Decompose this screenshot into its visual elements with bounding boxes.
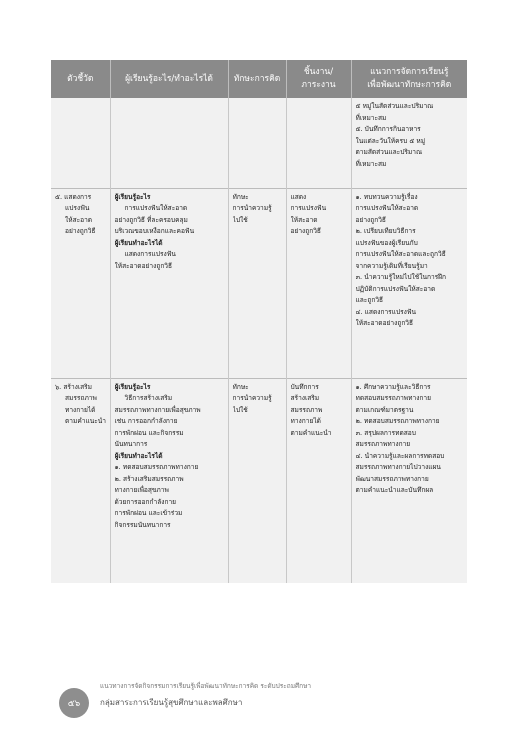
header-thinking-skill: ทักษะการคิด — [228, 60, 286, 98]
header-approach-line1: แนวการจัดการเรียนรู้ — [370, 67, 449, 77]
footer-book-title: แนวทางการจัดกิจกรรมการเรียนรู้เพื่อพัฒนาทักษะการคิด ระดับประถมศึกษา — [100, 682, 311, 690]
row2-learning-line: สมรรถภาพทางกายเพื่อสุขภาพ — [114, 405, 201, 414]
row1-approach-line: การแปรงฟันให้สะอาด — [355, 204, 419, 212]
table-row — [51, 98, 467, 188]
row0-approach-line: ที่เหมาะสม — [355, 113, 387, 122]
row1-learning-line: การแปรงฟันให้สะอาด — [124, 204, 188, 212]
row1-indicator-line: อย่างถูกวิธี — [65, 227, 96, 235]
row1-approach — [351, 188, 467, 378]
row2-doing-line: กิจกรรมนันทนาการ — [114, 520, 171, 529]
row2-task — [286, 378, 351, 583]
row1-learning-heading: ผู้เรียนรู้อะไร — [114, 192, 151, 201]
row0-approach — [351, 98, 467, 188]
row2-approach-line: ๒. ทดสอบสมรรถภาพทางกาย — [355, 417, 440, 425]
footer-subject: กลุ่มสาระการเรียนรู้สุขศึกษาและพลศึกษา — [100, 698, 243, 707]
row0-task — [286, 98, 351, 188]
row2-doing-line: ๒. สร้างเสริมสมรรถภาพ — [114, 474, 184, 483]
row2-learning-line: การพักผ่อน และกิจกรรม — [114, 428, 184, 437]
row0-thinking-skill — [228, 98, 286, 188]
row0-indicator — [51, 98, 110, 188]
row2-learning — [110, 378, 228, 583]
row2-approach-line: ตามเกณฑ์มาตรฐาน — [355, 405, 414, 414]
row2-skill-line: ไปใช้ — [232, 405, 248, 414]
header-task — [286, 60, 351, 98]
header-approach-line2: เพื่อพัฒนาทักษะการคิด — [367, 80, 452, 90]
row1-task-line: อย่างถูกวิธี — [290, 227, 321, 235]
row1-approach-line: ๔. แสดงการแปรงฟัน — [355, 307, 417, 316]
row2-approach-line: สมรรถภาพทางกายไปวางแผน — [355, 463, 441, 471]
row1-skill-line: ไปใช้ — [232, 215, 248, 224]
page-number-badge — [59, 688, 89, 718]
row1-doing-line: แสดงการแปรงฟัน — [124, 250, 176, 258]
table-header-row — [51, 60, 467, 98]
row2-indicator — [51, 378, 110, 583]
row2-doing-line: ๑. ทดสอบสมรรถภาพทางกาย — [114, 463, 199, 471]
row2-skill-line: ทักษะ — [232, 382, 249, 391]
row2-learning-heading: ผู้เรียนรู้อะไร — [114, 382, 151, 391]
row1-task-line: การแปรงฟัน — [290, 204, 327, 212]
row1-approach-line: ๑. ทบทวนความรู้เรื่อง — [355, 192, 418, 201]
row2-doing-heading: ผู้เรียนทำอะไรได้ — [114, 451, 163, 460]
row1-learning-line: อย่างถูกวิธี ที่ละครอบคลุม — [114, 215, 188, 224]
row1-approach-line: และถูกวิธี — [355, 296, 384, 304]
row1-approach-line: ๓. นำความรู้ใหม่ไปใช้ในการฝึก — [355, 273, 447, 281]
table-row — [51, 188, 467, 378]
row1-thinking-skill — [228, 188, 286, 378]
row2-indicator-line: ทางกายได้ — [65, 405, 96, 414]
row0-approach-line: ๕. บันทึกการกินอาหาร — [355, 125, 421, 133]
header-approach — [351, 60, 467, 98]
row1-approach-line: จากความรู้เดิมที่เรียนรู้มา — [355, 261, 428, 270]
row2-doing-line: ด้วยการออกกำลังกาย — [114, 497, 177, 506]
header-indicator: ตัวชี้วัด — [51, 60, 110, 98]
curriculum-table-container — [51, 60, 467, 583]
row1-task-line: แสดง — [290, 192, 307, 201]
row2-approach-line: ๔. นำความรู้และผลการทดสอบ — [355, 451, 445, 460]
row1-skill-line: การนำความรู้ — [232, 204, 272, 212]
row0-approach-line: ตามสัดส่วนและปริมาณ — [355, 148, 423, 156]
row0-approach-line: ในแต่ละวันให้ครบ ๕ หมู่ — [355, 136, 426, 145]
row2-task-line: บันทึกการ — [290, 382, 319, 391]
row1-indicator-line: แปรงฟัน — [65, 204, 90, 212]
row1-indicator-line: ให้สะอาด — [65, 215, 93, 224]
row1-indicator-line: ๕. แสดงการ — [55, 192, 92, 201]
row2-task-line: ตามคำแนะนำ — [290, 428, 332, 437]
row2-indicator-line: ตามคำแนะนำ — [65, 417, 106, 425]
header-learning: ผู้เรียนรู้อะไร/ทำอะไรได้ — [110, 60, 228, 98]
row2-indicator-line: สมรรถภาพ — [65, 394, 97, 402]
row2-learning-line: นันทนาการ — [114, 440, 148, 448]
row2-skill-line: การนำความรู้ — [232, 394, 272, 402]
curriculum-table — [51, 60, 467, 583]
row1-approach-line: ปฏิบัติการแปรงฟันให้สะอาด — [355, 284, 436, 293]
row2-task-line: ทางกายได้ — [290, 417, 321, 425]
row2-approach-line: ตามคำแนะนำและบันทึกผล — [355, 486, 434, 494]
row1-approach-line: การแปรงฟันให้สะอาดและถูกวิธี — [355, 250, 446, 258]
row2-approach-line: ๓. สรุปผลการทดสอบ — [355, 428, 416, 437]
row1-doing-line: ให้สะอาดอย่างถูกวิธี — [114, 261, 173, 270]
row2-learning-line: วิธีการสร้างเสริม — [124, 394, 173, 402]
row2-approach-line: พัฒนาสมรรถภาพทางกาย — [355, 474, 429, 483]
row1-approach-line: อย่างถูกวิธี — [355, 215, 386, 224]
row0-approach-line: ๕ หมู่ในสัดส่วนและปริมาณ — [355, 102, 434, 110]
row2-indicator-line: ๖. สร้างเสริม — [55, 382, 93, 391]
row1-approach-line: แปรงฟันของผู้เรียนกับ — [355, 238, 418, 247]
row1-task — [286, 188, 351, 378]
row2-task-line: สมรรถภาพ — [290, 405, 323, 414]
header-task-line1: ชิ้นงาน/ — [303, 67, 334, 77]
row2-approach-line: ทดสอบสมรรถภาพทางกาย — [355, 394, 431, 402]
row2-doing-line: ทางกายเพื่อสุขภาพ — [114, 486, 169, 494]
row1-approach-line: ให้สะอาดอย่างถูกวิธี — [355, 319, 414, 327]
row2-learning-line: เช่น การออกกำลังกาย — [114, 417, 178, 425]
row2-approach — [351, 378, 467, 583]
header-task-line2: ภาระงาน — [301, 80, 336, 90]
row2-thinking-skill — [228, 378, 286, 583]
row0-approach-line: ที่เหมาะสม — [355, 159, 387, 168]
row1-indicator — [51, 188, 110, 378]
row0-learning — [110, 98, 228, 188]
row1-approach-line: ๒. เปรียบเทียบวิธีการ — [355, 227, 416, 235]
row2-approach-line: ๑. ศึกษาความรู้และวิธีการ — [355, 382, 431, 391]
row2-approach-line: สมรรถภาพทางกาย — [355, 440, 411, 448]
row1-doing-heading: ผู้เรียนทำอะไรได้ — [114, 238, 163, 247]
row1-learning — [110, 188, 228, 378]
row2-task-line: สร้างเสริม — [290, 394, 320, 402]
row1-task-line: ให้สะอาด — [290, 215, 318, 224]
table-row — [51, 378, 467, 583]
row1-skill-line: ทักษะ — [232, 192, 249, 201]
row1-learning-line: บริเวณขอบเหงือกและคอฟัน — [114, 227, 195, 235]
page-number: ๕๖ — [67, 699, 81, 709]
row2-doing-line: การพักผ่อน และเข้าร่วม — [114, 509, 183, 517]
